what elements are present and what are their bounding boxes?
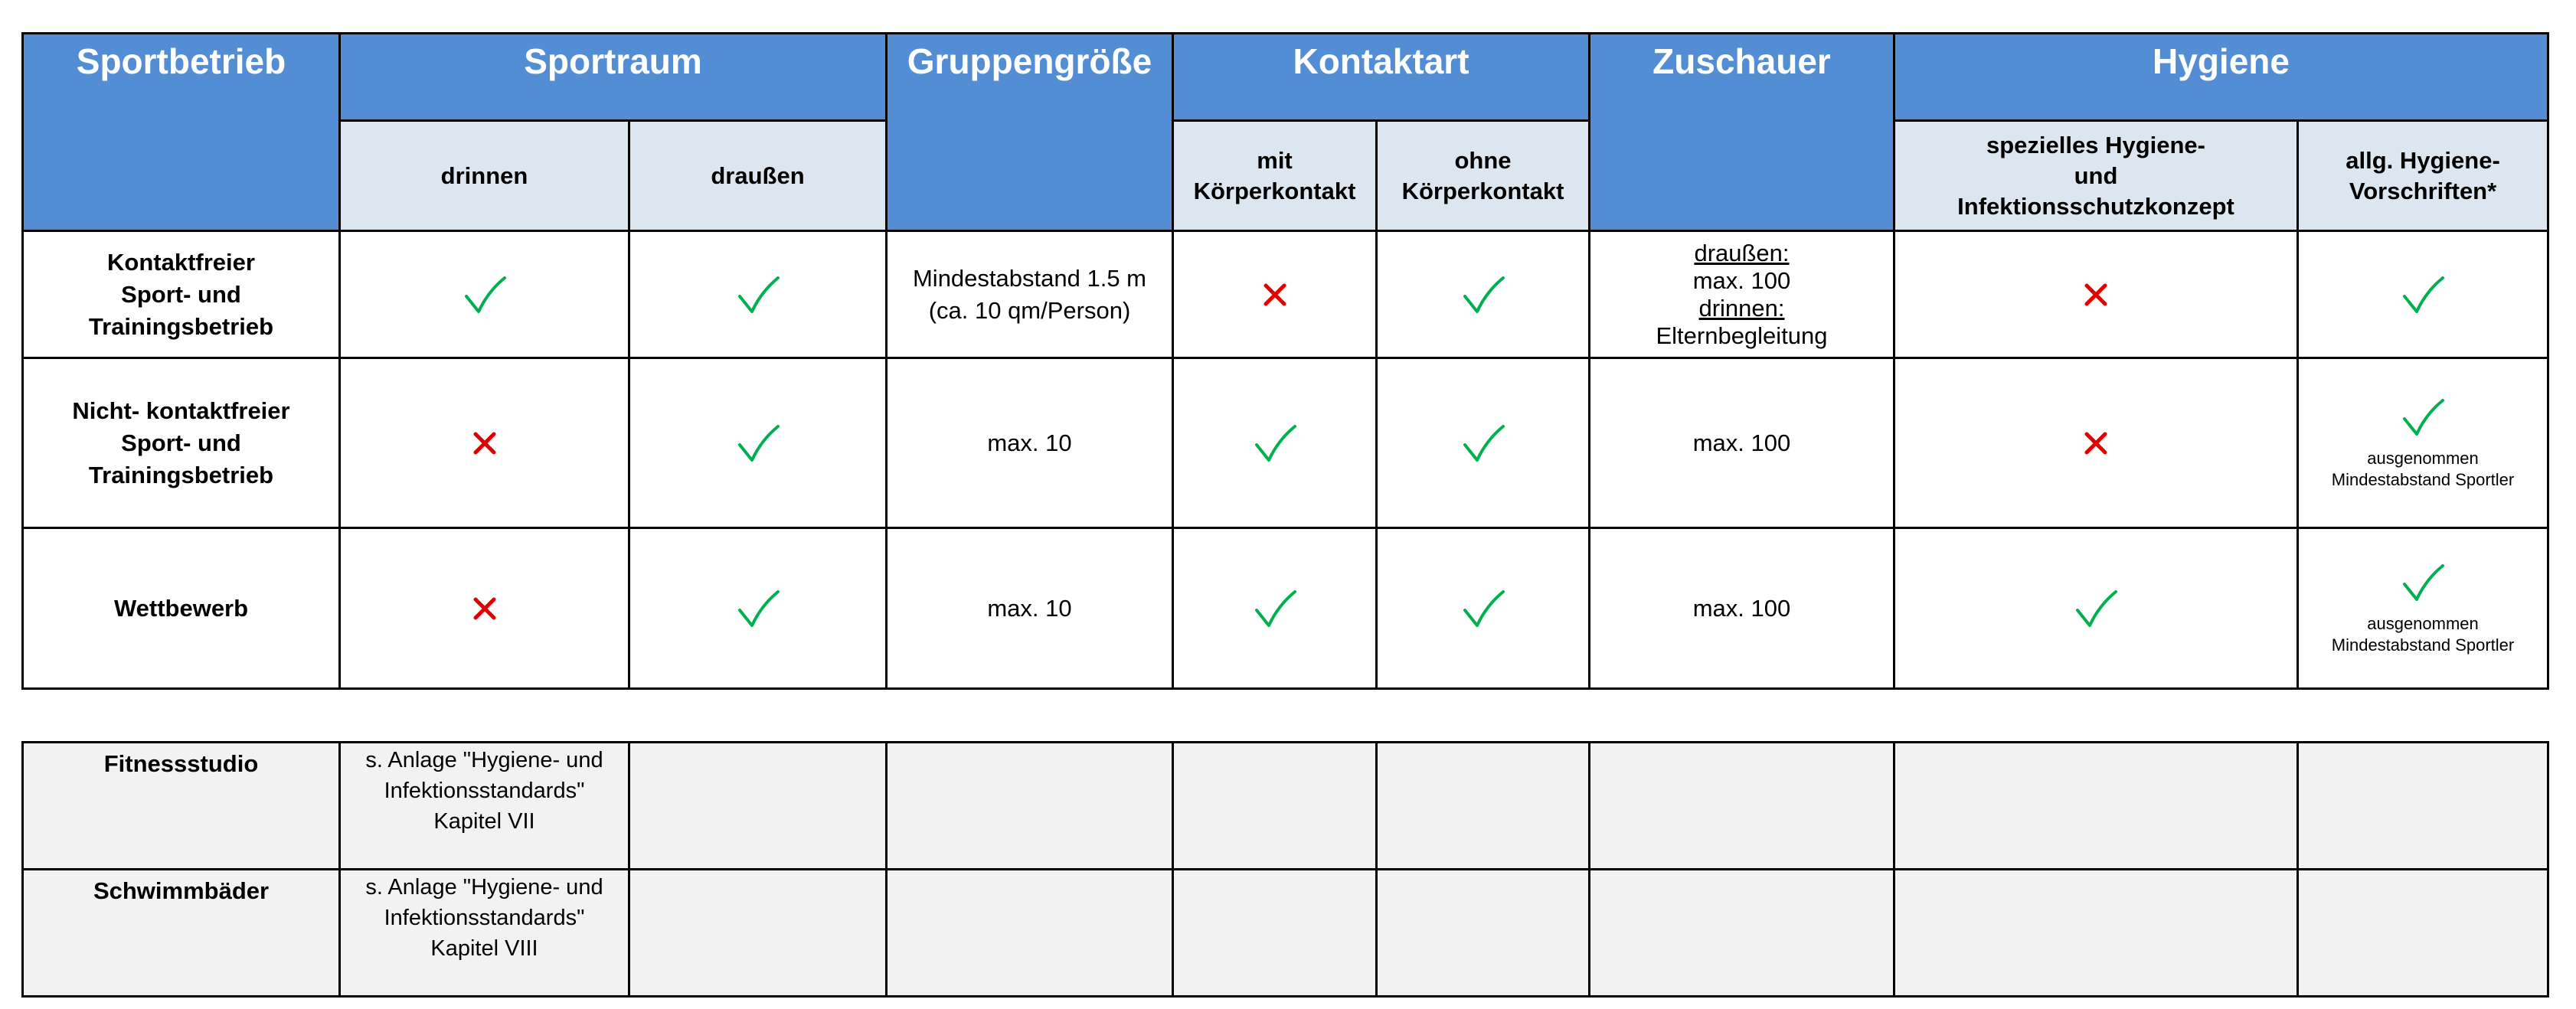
facility-table	[21, 741, 2549, 998]
cell-mit-kontakt	[1173, 231, 1377, 358]
cell-gruppengroesse: Mindestabstand 1.5 m (ca. 10 qm/Person)	[887, 231, 1173, 358]
cell-draussen	[629, 231, 887, 358]
check-icon	[735, 288, 781, 301]
row-label: Fitnessstudio	[23, 743, 340, 870]
cell-drinnen	[340, 231, 629, 358]
header-kontaktart: Kontaktart	[1173, 34, 1590, 121]
header-sportraum: Sportraum	[340, 34, 887, 121]
cell-allg-hygiene	[2298, 358, 2548, 528]
cell-draussen	[629, 528, 887, 689]
row-label: Schwimmbäder	[23, 870, 340, 997]
cell-drinnen	[340, 358, 629, 528]
cell-mit-kontakt	[1173, 528, 1377, 689]
cell-draussen	[629, 358, 887, 528]
empty-cell	[2298, 870, 2548, 997]
check-icon	[735, 602, 781, 615]
row-label: Wettbewerb	[23, 528, 340, 689]
cross-icon	[471, 602, 499, 615]
check-icon	[735, 436, 781, 449]
sport-rules-table	[21, 32, 2549, 690]
header-gruppengroesse: Gruppengröße	[887, 34, 1173, 231]
allg-hygiene-note: ausgenommen Mindestabstand Sportler	[2331, 448, 2515, 489]
header-sportbetrieb: Sportbetrieb	[23, 34, 340, 231]
cross-icon	[1261, 288, 1289, 301]
cell-ohne-kontakt	[1377, 358, 1590, 528]
cell-ohne-kontakt	[1377, 528, 1590, 689]
subheader-mit-kontakt: mit Körperkontakt	[1173, 121, 1377, 231]
empty-cell	[1377, 743, 1590, 870]
cell-mit-kontakt	[1173, 358, 1377, 528]
anlage-note: s. Anlage "Hygiene- und Infektionsstandards" Kapitel VII	[340, 743, 629, 870]
table-row	[23, 358, 2548, 528]
header-hygiene: Hygiene	[1894, 34, 2548, 121]
subheader-spezielles-hygienekonzept: spezielles Hygiene- und Infektionsschutzkonzept	[1894, 121, 2298, 231]
cell-gruppengroesse: max. 10	[887, 528, 1173, 689]
subheader-draussen: draußen	[629, 121, 887, 231]
empty-cell	[887, 743, 1173, 870]
cell-gruppengroesse: max. 10	[887, 358, 1173, 528]
empty-cell	[1894, 743, 2298, 870]
table-row	[23, 231, 2548, 358]
cross-icon	[471, 436, 499, 449]
header-zuschauer: Zuschauer	[1590, 34, 1894, 231]
check-icon	[1460, 288, 1506, 301]
check-icon	[2400, 576, 2446, 589]
empty-cell	[629, 743, 887, 870]
cross-icon	[2082, 288, 2110, 301]
row-label: Nicht- kontaktfreier Sport- und Trainingsbetrieb	[23, 358, 340, 528]
cell-spezielles-hygienekonzept	[1894, 528, 2298, 689]
row-label: Kontaktfreier Sport- und Trainingsbetrieb	[23, 231, 340, 358]
empty-cell	[1590, 743, 1894, 870]
cell-ohne-kontakt	[1377, 231, 1590, 358]
allg-hygiene-note: ausgenommen Mindestabstand Sportler	[2331, 613, 2515, 655]
cell-zuschauer: max. 100	[1590, 358, 1894, 528]
empty-cell	[1173, 743, 1377, 870]
empty-cell	[1377, 870, 1590, 997]
check-icon	[2400, 410, 2446, 423]
check-icon	[1252, 602, 1298, 615]
check-icon	[1460, 436, 1506, 449]
cell-drinnen	[340, 528, 629, 689]
check-icon	[2400, 288, 2446, 301]
empty-cell	[1894, 870, 2298, 997]
cell-zuschauer: draußen: max. 100 drinnen: Elternbegleitung	[1590, 231, 1894, 358]
table-row	[23, 743, 2548, 870]
check-icon	[1460, 602, 1506, 615]
check-icon	[2073, 602, 2119, 615]
anlage-note: s. Anlage "Hygiene- und Infektionsstandards" Kapitel VIII	[340, 870, 629, 997]
cell-zuschauer: max. 100	[1590, 528, 1894, 689]
subheader-allg-hygiene: allg. Hygiene- Vorschriften*	[2298, 121, 2548, 231]
empty-cell	[1590, 870, 1894, 997]
subheader-ohne-kontakt: ohne Körperkontakt	[1377, 121, 1590, 231]
cell-spezielles-hygienekonzept	[1894, 231, 2298, 358]
empty-cell	[629, 870, 887, 997]
table-row	[23, 870, 2548, 997]
subheader-drinnen: drinnen	[340, 121, 629, 231]
empty-cell	[887, 870, 1173, 997]
check-icon	[1252, 436, 1298, 449]
cross-icon	[2082, 436, 2110, 449]
table-row	[23, 528, 2548, 689]
empty-cell	[2298, 743, 2548, 870]
check-icon	[462, 288, 508, 301]
empty-cell	[1173, 870, 1377, 997]
cell-spezielles-hygienekonzept	[1894, 358, 2298, 528]
cell-allg-hygiene	[2298, 528, 2548, 689]
cell-allg-hygiene	[2298, 231, 2548, 358]
